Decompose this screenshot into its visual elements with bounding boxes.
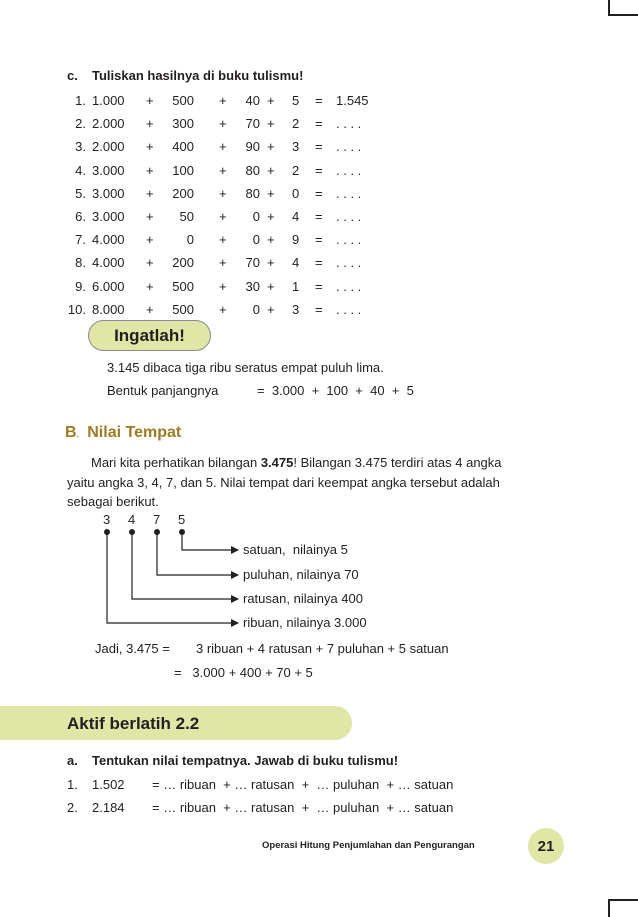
ingatlah-line-1: 3.145 dibaca tiga ribu seratus empat puluh lima. [107, 360, 384, 375]
arrow-puluhan [157, 533, 238, 575]
addend-tens: 40 [245, 93, 260, 108]
plus-sign: + [219, 185, 227, 201]
addend-tens: 70 [245, 116, 260, 132]
plus-sign: + [267, 209, 275, 224]
addend-tens: 0 [252, 209, 260, 224]
result: . . . . [336, 116, 362, 132]
addend-thousands: 3.000 [92, 185, 125, 201]
addend-thousands: 2.000 [92, 116, 125, 132]
plus-sign: + [146, 232, 154, 248]
digit-4: 4 [128, 512, 136, 527]
addend-hundreds: 0 [186, 232, 194, 248]
result: . . . . [336, 232, 362, 248]
plus-sign: + [146, 185, 154, 201]
exercise-c-instruction: Tuliskan hasilnya di buku tulismu! [92, 68, 304, 83]
addend-units: 0 [292, 185, 300, 201]
addend-hundreds: 500 [172, 278, 194, 294]
addend-units: 1 [292, 278, 300, 294]
plus-sign: + [219, 209, 227, 224]
row-number: 5. [75, 185, 86, 201]
addend-units: 4 [292, 255, 300, 271]
row-number: 4. [75, 162, 86, 178]
aktif-sub-label: a. [67, 753, 78, 768]
result: . . . . [336, 278, 362, 294]
addend-units: 5 [292, 93, 300, 108]
plus-sign: + [267, 116, 275, 132]
aktif-item-2-text: = … ribuan + … ratusan + … puluhan + … satuan [152, 800, 454, 815]
addend-tens: 0 [252, 232, 260, 248]
page-number-badge [528, 828, 564, 864]
plus-sign: + [146, 116, 154, 132]
addend-tens: 30 [245, 278, 260, 294]
result: 1.545 [336, 93, 369, 108]
addend-thousands: 1.000 [92, 93, 125, 108]
arrow-satuan [182, 533, 238, 550]
equals-sign: = [315, 116, 323, 132]
result: . . . . [336, 209, 362, 224]
addend-hundreds: 500 [172, 301, 194, 317]
equals-sign: = [315, 209, 323, 224]
addend-units: 9 [292, 232, 300, 248]
equals-sign: = [315, 278, 323, 294]
equals-sign: = [315, 301, 323, 317]
equals-sign: = [315, 139, 323, 155]
plus-sign: + [146, 255, 154, 271]
row-number: 6. [75, 209, 86, 224]
plus-sign: + [267, 301, 275, 317]
addend-thousands: 2.000 [92, 139, 125, 155]
plus-sign: + [219, 255, 227, 271]
equals-sign: = [315, 255, 323, 271]
addend-hundreds: 500 [172, 93, 194, 108]
result: . . . . [336, 162, 362, 178]
plus-sign: + [219, 162, 227, 178]
ingatlah-line-2-label: Bentuk panjangnya [107, 383, 219, 398]
section-b-paragraph-line-2: yaitu angka 3, 4, 7, dan 5. Nilai tempat dari keempat angka tersebut adalah [67, 475, 500, 490]
label-satuan: satuan, nilainya 5 [243, 542, 348, 557]
addend-tens: 70 [245, 255, 260, 271]
arrow-ribuan [107, 533, 238, 623]
plus-sign: + [219, 278, 227, 294]
addend-hundreds: 50 [179, 209, 194, 224]
addend-units: 3 [292, 301, 300, 317]
jadi-label: Jadi, 3.475 = [95, 641, 170, 656]
aktif-instruction: Tentukan nilai tempatnya. Jawab di buku tulismu! [92, 753, 399, 768]
result: . . . . [336, 301, 362, 317]
result: . . . . [336, 185, 362, 201]
plus-sign: + [267, 139, 275, 155]
plus-sign: + [146, 162, 154, 178]
row-number: 7. [75, 232, 86, 248]
para1-pre: Mari kita perhatikan bilangan [91, 455, 261, 470]
addend-hundreds: 200 [172, 185, 194, 201]
label-ribuan: ribuan, nilainya 3.000 [243, 615, 367, 630]
plus-sign: + [267, 278, 275, 294]
footer-chapter-title: Operasi Hitung Penjumlahan dan Pengurangan [262, 840, 475, 851]
aktif-item-1-value: 1.502 [92, 777, 125, 792]
jadi-line-2: = 3.000 + 400 + 70 + 5 [174, 665, 313, 680]
section-b-title: Nilai Tempat [87, 424, 182, 441]
section-b-paragraph-line-3: sebagai berikut. [67, 494, 159, 509]
section-b-heading: B. Nilai Tempat [65, 424, 182, 441]
addend-units: 4 [292, 209, 300, 224]
addend-tens: 0 [252, 301, 260, 317]
addend-units: 2 [292, 116, 300, 132]
plus-sign: + [219, 301, 227, 317]
equals-sign: = [315, 93, 323, 108]
plus-sign: + [219, 93, 227, 108]
addend-thousands: 4.000 [92, 232, 125, 248]
aktif-item-2-value: 2.184 [92, 800, 125, 815]
para1-number: 3.475 [260, 455, 294, 470]
plus-sign: + [219, 116, 227, 132]
plus-sign: + [267, 93, 275, 108]
addend-units: 3 [292, 139, 300, 155]
aktif-item-1-number: 1. [67, 777, 78, 792]
plus-sign: + [219, 232, 227, 248]
page-number: 21 [537, 838, 555, 855]
label-ratusan: ratusan, nilainya 400 [243, 591, 363, 606]
plus-sign: + [146, 301, 154, 317]
plus-sign: + [146, 93, 154, 108]
para1-post: ! Bilangan 3.475 terdiri atas 4 angka [293, 455, 502, 470]
plus-sign: + [267, 185, 275, 201]
row-number: 8. [75, 255, 86, 271]
plus-sign: + [219, 139, 227, 155]
digit-7: 7 [153, 512, 161, 527]
addend-hundreds: 100 [172, 162, 194, 178]
addend-hundreds: 400 [172, 139, 194, 155]
plus-sign: + [146, 278, 154, 294]
result: . . . . [336, 139, 362, 155]
label-puluhan: puluhan, nilainya 70 [243, 567, 359, 582]
row-number: 3. [75, 139, 86, 155]
aktif-item-1-text: = … ribuan + … ratusan + … puluhan + … satuan [152, 777, 454, 792]
aktif-berlatih-title: Aktif berlatih 2.2 [67, 714, 200, 733]
plus-sign: + [267, 162, 275, 178]
row-number: 2. [75, 116, 86, 132]
addend-thousands: 3.000 [92, 162, 125, 178]
row-number: 9. [75, 278, 86, 294]
plus-sign: + [267, 232, 275, 248]
aktif-item-2-number: 2. [67, 800, 78, 815]
addend-thousands: 6.000 [92, 278, 125, 294]
addend-thousands: 4.000 [92, 255, 125, 271]
arrow-ratusan [132, 533, 238, 599]
addend-tens: 80 [245, 162, 260, 178]
section-b-letter: B [65, 424, 77, 441]
aktif-berlatih-banner [0, 706, 352, 740]
addend-hundreds: 200 [172, 255, 194, 271]
addend-hundreds: 300 [172, 116, 194, 132]
equals-sign: = [315, 185, 323, 201]
ingatlah-line-2-value: = 3.000 + 100 + 40 + 5 [257, 383, 414, 398]
plus-sign: + [267, 255, 275, 271]
addend-tens: 80 [245, 185, 260, 201]
digit-5: 5 [178, 512, 186, 527]
digit-3: 3 [103, 512, 111, 527]
result: . . . . [336, 255, 362, 271]
row-number: 10. [67, 301, 86, 317]
addend-tens: 90 [245, 139, 260, 155]
row-number: 1. [75, 93, 86, 108]
equals-sign: = [315, 232, 323, 248]
addend-units: 2 [292, 162, 300, 178]
plus-sign: + [146, 209, 154, 224]
exercise-c-label: c. [67, 68, 78, 83]
plus-sign: + [146, 139, 154, 155]
addend-thousands: 3.000 [92, 209, 125, 224]
equals-sign: = [315, 162, 323, 178]
ingatlah-title: Ingatlah! [114, 326, 185, 345]
addend-thousands: 8.000 [92, 301, 125, 317]
jadi-line-1: 3 ribuan + 4 ratusan + 7 puluhan + 5 satuan [196, 641, 449, 656]
